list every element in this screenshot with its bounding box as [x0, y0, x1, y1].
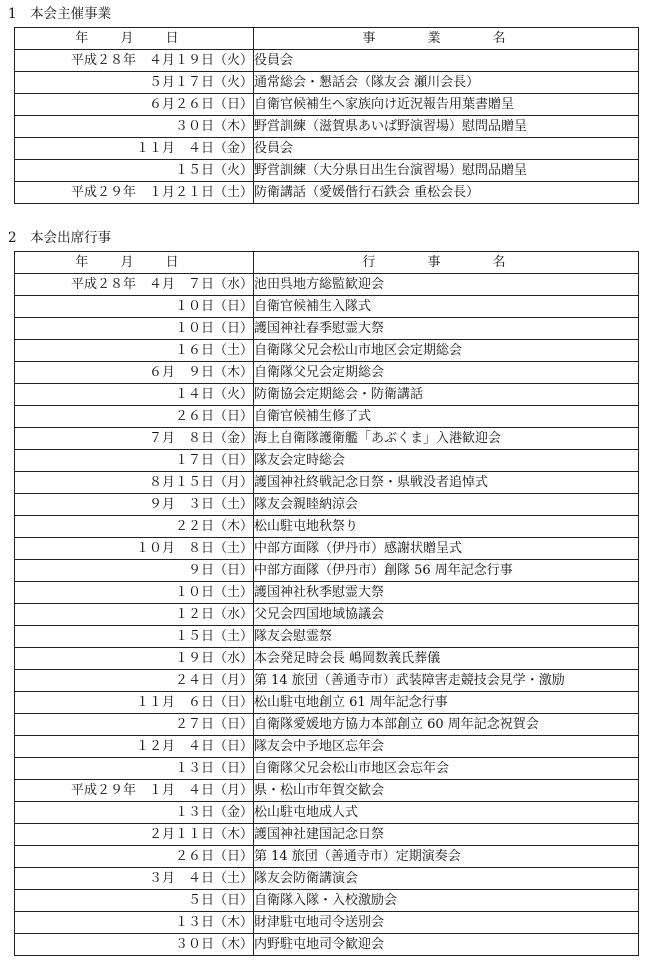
table-body — [15, 50, 639, 204]
row-date: １３日（金） — [15, 802, 254, 824]
table-header-row — [15, 28, 639, 50]
row-event-name: 通常総会・懇話会（隊友会 瀬川会長） — [254, 72, 639, 94]
row-date: ９日（日） — [15, 560, 254, 582]
table-row — [15, 94, 639, 116]
table-row — [15, 428, 639, 450]
table-row — [15, 138, 639, 160]
table-row — [15, 384, 639, 406]
row-event-name: 池田呉地方総監歓迎会 — [254, 274, 639, 296]
row-date: １０月 ８日（土） — [15, 538, 254, 560]
row-event-name: 隊友会親睦納涼会 — [254, 494, 639, 516]
row-date: ２６日（日） — [15, 406, 254, 428]
row-date: １７日（日） — [15, 450, 254, 472]
row-event-name: 護国神社建国記念日祭 — [254, 824, 639, 846]
table-row — [15, 758, 639, 780]
section-2-title: 2 本会出席行事 — [8, 230, 112, 246]
table-row — [15, 912, 639, 934]
table-row — [15, 626, 639, 648]
row-event-name: 隊友会防衛講演会 — [254, 868, 639, 890]
row-date: １２日（水） — [15, 604, 254, 626]
row-event-name: 松山駐屯地成人式 — [254, 802, 639, 824]
row-event-name: 隊友会慰霊祭 — [254, 626, 639, 648]
row-event-name: 自衛官候補生修了式 — [254, 406, 639, 428]
row-event-name: 第 14 旅団（善通寺市）武装障害走競技会見学・激励 — [254, 670, 639, 692]
table-row — [15, 296, 639, 318]
row-event-name: 中部方面隊（伊丹市）感謝状贈呈式 — [254, 538, 639, 560]
row-date: ２７日（日） — [15, 714, 254, 736]
row-event-name: 野営訓練（滋賀県あいば野演習場）慰問品贈呈 — [254, 116, 639, 138]
table-row — [15, 780, 639, 802]
row-date: １６日（土） — [15, 340, 254, 362]
table-row — [15, 340, 639, 362]
row-date: １１月 ６日（日） — [15, 692, 254, 714]
row-date: ３月 ４日（土） — [15, 868, 254, 890]
row-event-name: 第 14 旅団（善通寺市）定期演奏会 — [254, 846, 639, 868]
row-date: ２２日（木） — [15, 516, 254, 538]
table-row — [15, 604, 639, 626]
row-event-name: 自衛官候補生入隊式 — [254, 296, 639, 318]
table-body — [15, 274, 639, 956]
header-event-name: 事 業 名 — [254, 28, 639, 50]
table-row — [15, 648, 639, 670]
row-date: 平成２９年 １月 ４日（月） — [15, 780, 254, 802]
row-date: １０日（日） — [15, 318, 254, 340]
row-event-name: 役員会 — [254, 50, 639, 72]
table-row — [15, 670, 639, 692]
row-event-name: 財津駐屯地司令送別会 — [254, 912, 639, 934]
row-date: １２月 ４日（日） — [15, 736, 254, 758]
header-event-name: 行 事 名 — [254, 252, 639, 274]
row-date: ２４日（月） — [15, 670, 254, 692]
table-row — [15, 116, 639, 138]
row-date: ６月２６日（日） — [15, 94, 254, 116]
table-row — [15, 362, 639, 384]
row-date: 平成２９年 １月２１日（土） — [15, 182, 254, 204]
row-event-name: 父兄会四国地域協議会 — [254, 604, 639, 626]
table-row — [15, 692, 639, 714]
table-row — [15, 868, 639, 890]
table-row — [15, 824, 639, 846]
table-row — [15, 846, 639, 868]
row-event-name: 自衛隊父兄会松山市地区会忘年会 — [254, 758, 639, 780]
row-date: １３日（木） — [15, 912, 254, 934]
table-row — [15, 538, 639, 560]
attended-events-table — [14, 251, 639, 956]
row-date: ５月１７日（火） — [15, 72, 254, 94]
row-event-name: 役員会 — [254, 138, 639, 160]
table-row — [15, 802, 639, 824]
table-row — [15, 934, 639, 956]
table-row — [15, 516, 639, 538]
row-event-name: 自衛隊愛媛地方協力本部創立 60 周年記念祝賀会 — [254, 714, 639, 736]
row-date: １５日（土） — [15, 626, 254, 648]
table-row — [15, 274, 639, 296]
row-event-name: 隊友会中予地区忘年会 — [254, 736, 639, 758]
row-event-name: 本会発足時会長 嶋岡数義氏葬儀 — [254, 648, 639, 670]
row-date: ３０日（木） — [15, 116, 254, 138]
row-event-name: 護国神社秋季慰霊大祭 — [254, 582, 639, 604]
row-date: ２月１１日（木） — [15, 824, 254, 846]
table-row — [15, 318, 639, 340]
row-event-name: 中部方面隊（伊丹市）創隊 56 周年記念行事 — [254, 560, 639, 582]
row-event-name: 県・松山市年賀交歓会 — [254, 780, 639, 802]
sponsored-events-table — [14, 27, 639, 204]
row-date: １１月 ４日（金） — [15, 138, 254, 160]
row-event-name: 護国神社春季慰霊大祭 — [254, 318, 639, 340]
row-date: ５日（日） — [15, 890, 254, 912]
row-date: ７月 ８日（金） — [15, 428, 254, 450]
row-date: ９月 ３日（土） — [15, 494, 254, 516]
row-date: １５日（火） — [15, 160, 254, 182]
row-event-name: 隊友会定時総会 — [254, 450, 639, 472]
table-row — [15, 582, 639, 604]
row-event-name: 自衛隊入隊・入校激励会 — [254, 890, 639, 912]
row-event-name: 自衛隊父兄会松山市地区会定期総会 — [254, 340, 639, 362]
row-date: １０日（日） — [15, 296, 254, 318]
row-event-name: 野営訓練（大分県日出生台演習場）慰問品贈呈 — [254, 160, 639, 182]
section-1-title: 1 本会主催事業 — [8, 6, 112, 22]
row-date: １０日（土） — [15, 582, 254, 604]
row-date: ３０日（木） — [15, 934, 254, 956]
row-date: １３日（日） — [15, 758, 254, 780]
table-row — [15, 472, 639, 494]
header-date: 年 月 日 — [15, 28, 254, 50]
table-row — [15, 406, 639, 428]
table-row — [15, 714, 639, 736]
table-row — [15, 182, 639, 204]
row-event-name: 護国神社終戦記念日祭・県戦没者追悼式 — [254, 472, 639, 494]
table-row — [15, 736, 639, 758]
row-event-name: 自衛隊父兄会定期総会 — [254, 362, 639, 384]
table-header-row — [15, 252, 639, 274]
table-row — [15, 560, 639, 582]
row-date: ６月 ９日（木） — [15, 362, 254, 384]
table-row — [15, 890, 639, 912]
row-date: 平成２８年 ４月 ７日（水） — [15, 274, 254, 296]
row-event-name: 内野駐屯地司令歓迎会 — [254, 934, 639, 956]
header-date: 年 月 日 — [15, 252, 254, 274]
row-event-name: 海上自衛隊護衛艦「あぶくま」入港歓迎会 — [254, 428, 639, 450]
table-row — [15, 72, 639, 94]
table-row — [15, 450, 639, 472]
row-date: １４日（火） — [15, 384, 254, 406]
table-row — [15, 160, 639, 182]
row-event-name: 松山駐屯地秋祭り — [254, 516, 639, 538]
row-date: ２６日（日） — [15, 846, 254, 868]
table-row — [15, 50, 639, 72]
row-event-name: 松山駐屯地創立 61 周年記念行事 — [254, 692, 639, 714]
row-event-name: 防衛協会定期総会・防衛講話 — [254, 384, 639, 406]
row-date: １９日（水） — [15, 648, 254, 670]
row-date: ８月１５日（月） — [15, 472, 254, 494]
row-event-name: 防衛講話（愛媛偕行石鉄会 重松会長） — [254, 182, 639, 204]
table-row — [15, 494, 639, 516]
row-date: 平成２８年 ４月１９日（火） — [15, 50, 254, 72]
row-event-name: 自衛官候補生へ家族向け近況報告用葉書贈呈 — [254, 94, 639, 116]
